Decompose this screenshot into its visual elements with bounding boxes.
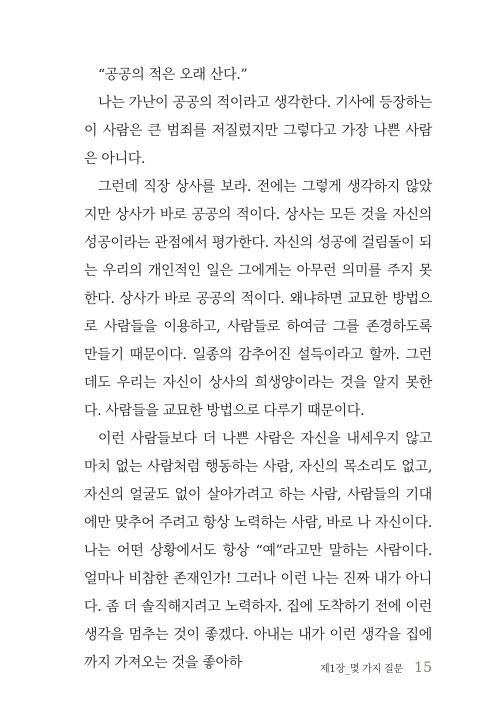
paragraph-2: 그런데 직장 상사를 보라. 전에는 그렇게 생각하지 않았지만 상사가 바로 공공의 적이다. 상사는 모든 것을 자신의 성공이라는 관점에서 평가한다. 자신의 성공에 걸림돌이 되는 우리의 개인적인 일은 그에게는 아무런 의미를 주지 못한다. 상사가 바로 공공의 적이다. 왜냐하면 교묘한 방법으로 사람들을 이용하고, 사람들로 하여금 그를 존경하도록 만들기 때문이다. 일종의 감추어진 설득이라고 할까. 그런데도 우리는 자신이 상사의 희생양이라는 것을 알지 못한다. 사람들을 교묘한 방법으로 다루기 때문이다. (84, 179, 432, 419)
page-number: 15 (414, 660, 432, 676)
body-text (84, 61, 432, 677)
running-head: 제1장_몇 가지 질문 (319, 664, 404, 675)
paragraph-1: 나는 가난이 공공의 적이라고 생각한다. 기사에 등장하는 이 사람은 큰 범죄를 저질렀지만 그렇다고 가장 나쁜 사람은 아니다. (84, 95, 432, 167)
page-footer (320, 657, 432, 676)
paragraph-quote: “공공의 적은 오래 산다.” (98, 67, 248, 83)
paragraph-3: 이런 사람들보다 더 나쁜 사람은 자신을 내세우지 않고 마치 없는 사람처럼 행동하는 사람, 자신의 목소리도 없고, 자신의 얼굴도 없이 살아가려고 하는 사람, 사람들의 기대에만 맞추어 주려고 항상 노력하는 사람, 바로 나 자신이다. 나는 어떤 상황에서도 항상 “예”라고만 말하는 사람이다. 얼마나 비참한 존재인가! 그러나 이런 나는 진짜 내가 아니다. 좀 더 솔직해지려고 노력하자. 집에 도착하기 전에 이런 생각을 멈추는 것이 좋겠다. 아내는 내가 이런 생각을 집에까지 가져오는 것을 좋아하 (84, 431, 432, 671)
